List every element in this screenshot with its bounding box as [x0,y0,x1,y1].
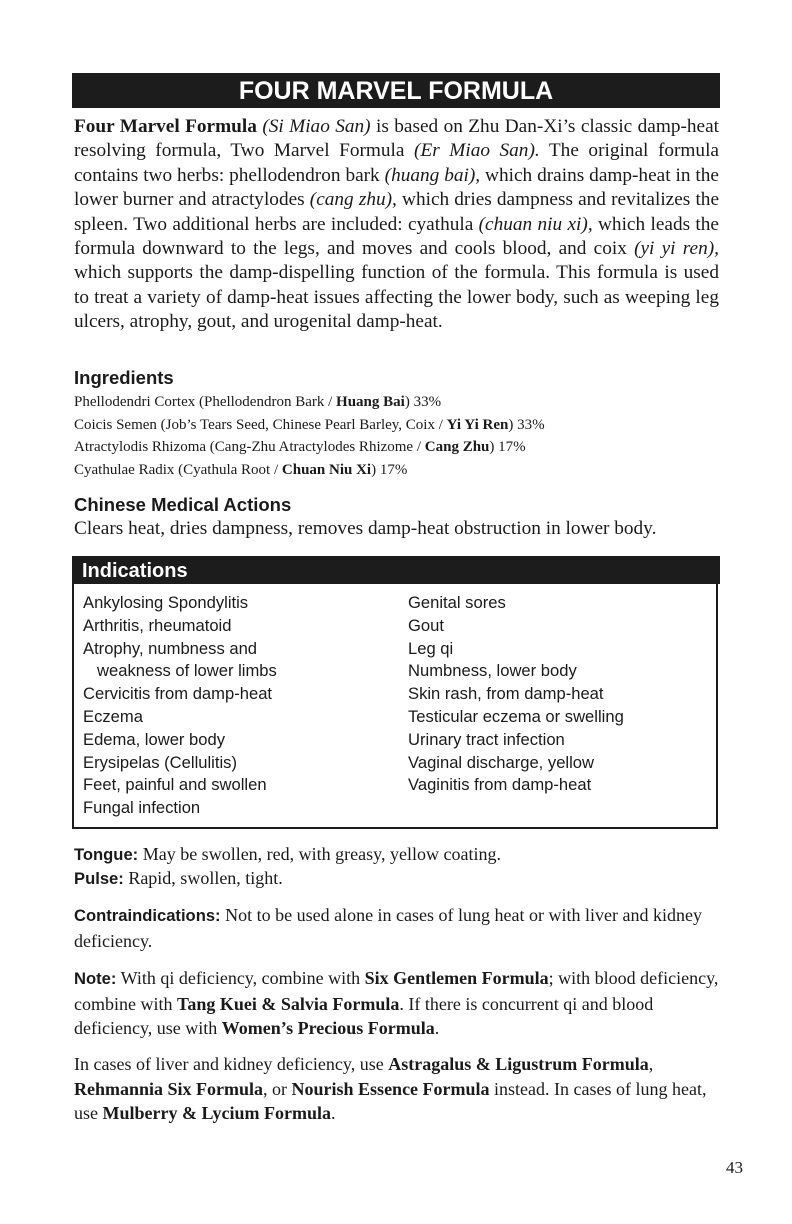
intro-text: which supports the damp-dispelling function of the formula. This formula is used to treat a variety of damp-heat issues affecting the lower body, such as weeping leg ulcers, atrophy, gout, and urogenital damp-heat. [74,262,719,333]
herb-pinyin: (chuan niu xi), [478,213,593,235]
indication-item: Vaginal discharge, yellow [408,752,595,772]
final-text: In cases of liver and kidney deficiency, use [74,1054,389,1074]
pulse-label: Pulse: [74,869,124,888]
intro-paragraph [74,115,719,335]
final-text: , or [263,1078,292,1099]
ingredient-latin: Atractylodis Rhizoma (Cang-Zhu Atractylodes Rhizome / [74,439,425,456]
formula-reference: Rehmannia Six Formula [74,1078,264,1099]
indication-item: Leg qi [408,638,454,658]
actions-heading: Chinese Medical Actions [74,494,292,515]
ingredient-pinyin: Yi Yi Ren [446,416,509,433]
indication-item: Edema, lower body [83,729,226,749]
indication-item: Skin rash, from damp-heat [408,684,604,704]
indication-item: Atrophy, numbness and [83,638,258,658]
actions-text: Clears heat, dries dampness, removes damp-heat obstruction in lower body. [74,518,657,539]
page-number: 43 [726,1158,743,1177]
contraindications-text: Not to be used alone in cases of lung heat or with liver and kidney deficiency. [74,905,702,951]
ingredient-item [74,414,545,437]
indication-item: Numbness, lower body [408,661,577,681]
indication-item: Cervicitis from damp-heat [83,684,273,704]
formula-reference: Six Gentlemen Formula [364,968,549,988]
ingredient-percent: ) 33% [404,394,442,410]
indication-item: Vaginitis from damp-heat [408,775,592,795]
intro-text: is based on Zhu Dan-Xi’s classic damp-heat resolving formula, Two Marvel Formula [74,116,720,162]
ingredients-list [74,391,545,481]
intro-text: which leads the formula downward to the legs, and moves and cools blood, and coix [74,213,719,260]
herb-pinyin: (huang bai), [384,164,481,186]
ingredient-pinyin: Chuan Niu Xi [281,461,372,478]
tongue-line [74,842,719,868]
ingredient-percent: ) 17% [371,461,408,478]
indication-item: Eczema [83,706,143,726]
final-paragraph [74,1052,719,1126]
ingredient-item [74,459,545,482]
indication-item: Testicular eczema or swelling [408,706,624,726]
indication-item: Fungal infection [83,798,201,818]
herb-pinyin: (yi yi ren), [634,238,719,260]
ingredient-latin: Coicis Semen (Job’s Tears Seed, Chinese Pearl Barley, Coix / [74,416,447,433]
page-title: FOUR MARVEL FORMULA [72,73,720,108]
indication-item: Feet, painful and swollen [83,775,267,795]
tongue-text: May be swollen, red, with greasy, yellow coating. [138,844,501,864]
ingredient-percent: ) 33% [508,416,545,433]
indications-heading: Indications [72,556,720,584]
ingredient-item [74,436,545,459]
formula-reference: Nourish Essence Formula [291,1078,490,1099]
tongue-label: Tongue: [74,845,139,864]
final-text: instead. In cases of lung heat, use [74,1078,707,1123]
ingredient-latin: Cyathulae Radix (Cyathula Root / [74,461,282,478]
ingredient-latin: Phellodendri Cortex (Phellodendron Bark / [74,394,337,410]
ingredient-pinyin: Cang Zhu [424,439,490,456]
pulse-line [74,866,719,892]
formula-pinyin: (Si Miao San) [262,116,371,137]
intro-text: which drains damp-heat in the lower burner and atractylodes [74,164,719,211]
note-text: . If there is concurrent qi and blood deficiency, use with [74,993,654,1038]
indications-column-1 [83,592,277,820]
formula-reference: Astragalus & Ligustrum Formula [388,1054,649,1074]
note-paragraph [74,966,719,1041]
note-text: ; with blood deficiency, combine with [74,968,719,1014]
note-text: With qi deficiency, combine with [116,968,365,988]
indication-item: Gout [408,615,444,635]
note-text: . [434,1018,440,1038]
ingredient-percent: ) 17% [489,439,526,456]
formula-name: Four Marvel Formula [74,116,257,137]
pulse-text: Rapid, swollen, tight. [123,868,283,888]
contraindications-label: Contraindications: [74,906,221,925]
indication-item: Genital sores [408,593,506,612]
contraindications-paragraph [74,903,719,953]
intro-text: which dries dampness and revitalizes the spleen. Two additional herbs are included: cyathula [74,189,720,235]
note-label: Note: [74,969,117,988]
ingredients-heading: Ingredients [74,367,174,388]
indication-item: weakness of lower limbs [97,661,277,681]
formula-reference: Mulberry & Lycium Formula [102,1103,331,1123]
formula-reference: Women’s Precious Formula [221,1018,435,1038]
indication-item: Ankylosing Spondylitis [83,593,249,612]
base-formula-pinyin: (Er Miao San). [414,140,540,162]
indication-item: Arthritis, rheumatoid [83,615,232,635]
intro-text: The original formula contains two herbs: phellodendron bark [74,140,719,186]
ingredient-pinyin: Huang Bai [336,394,405,410]
final-text: , [648,1054,654,1074]
final-text: . [330,1103,336,1123]
herb-pinyin: (cang zhu), [309,189,397,211]
formula-reference: Tang Kuei & Salvia Formula [176,993,400,1014]
indication-item: Erysipelas (Cellulitis) [83,752,237,772]
indication-item: Urinary tract infection [408,729,565,749]
ingredient-item [74,391,545,414]
indications-column-2 [408,592,624,797]
